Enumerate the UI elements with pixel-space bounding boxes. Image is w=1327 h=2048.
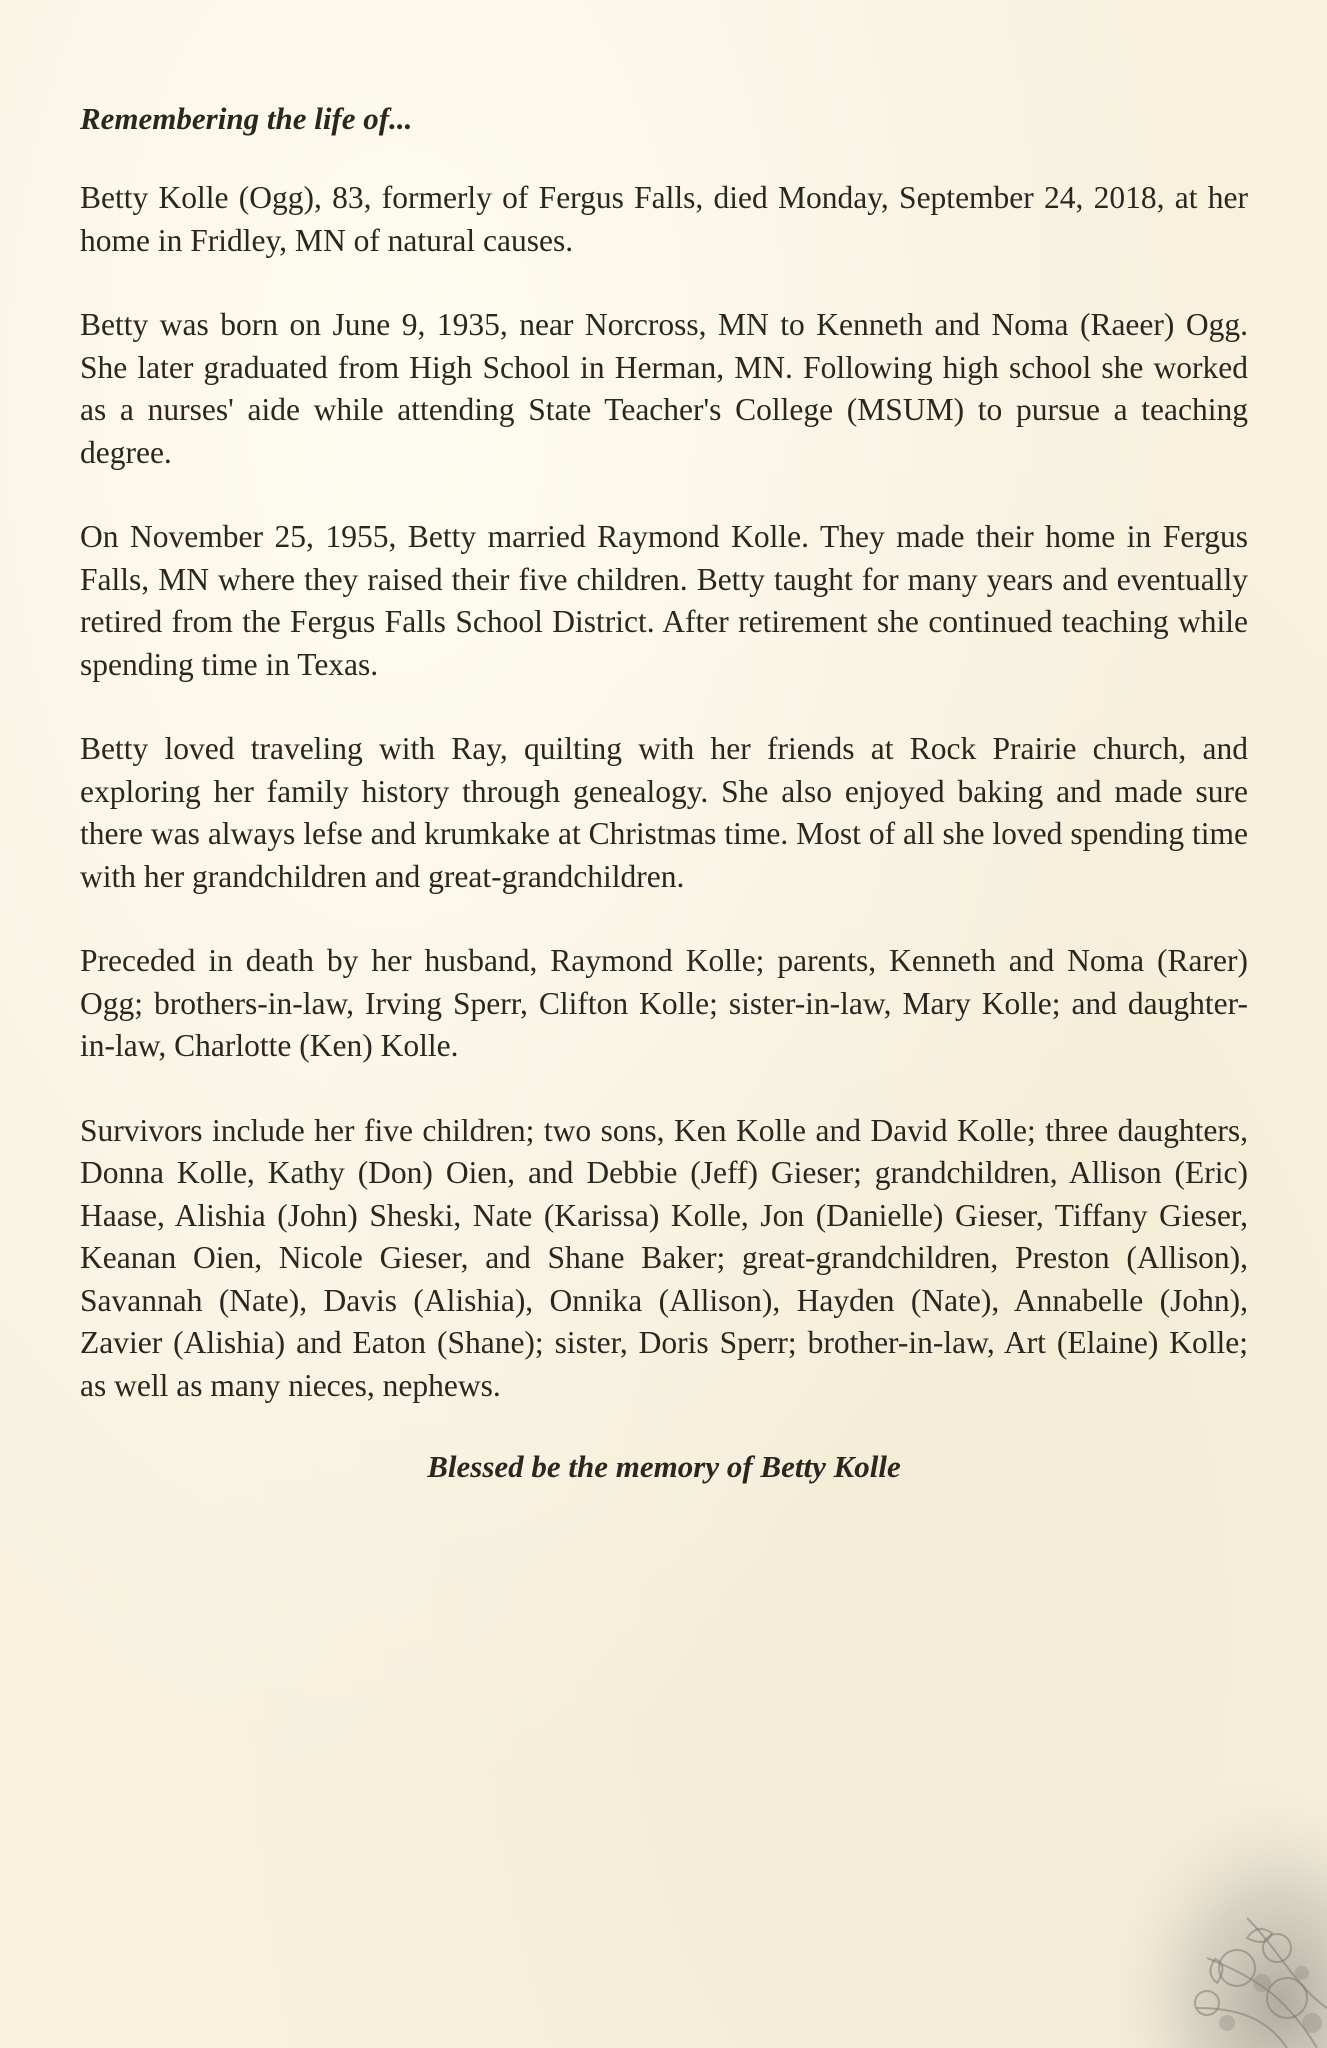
paragraph-survivors: Survivors include her five children; two sons, Ken Kolle and David Kolle; three daughters, Donna Kolle, Kathy (Don) Oien, and Debbie (Jeff) Gieser; grandchildren, Allison (Eric) Haase, Alishia (John) Sheski, Nate (Karissa) Kolle, Jon (Danielle) Gieser, Tiffany Gieser, Keanan Oien, Nicole Gieser, and Shane Baker; great-grandchildren, Preston (Allison), Savannah (Nate), Davis (Alishia), Onnika (Allison), Hayden (Nate), Annabelle (John), Zavier (Alishia) and Eaton (Shane); sister, Doris Sperr; brother-in-law, Art (Elaine) Kolle; as well as many nieces, nephews. xyxy=(80,1112,1248,1403)
paragraph-death-notice: Betty Kolle (Ogg), 83, formerly of Fergus Falls, died Monday, September 24, 2018, at her home in Fridley, MN of natural causes. xyxy=(80,180,1248,258)
paragraph-marriage: On November 25, 1955, Betty married Raymond Kolle. They made their home in Fergus Falls, MN where they raised their five children. Betty taught for many years and eventually retired from the Fergus Falls School District. After retirement she continued teaching while spending time in Texas. xyxy=(80,519,1248,682)
page-heading: Remembering the life of... xyxy=(80,101,413,136)
paragraph-birth: Betty was born on June 9, 1935, near Norcross, MN to Kenneth and Noma (Raeer) Ogg. She later graduated from High School in Herman, MN. Following high school she worked as a nurses' aide while attending State Teacher's College (MSUM) to pursue a teaching degree. xyxy=(80,307,1248,470)
floral-corner-illustration xyxy=(1087,1748,1327,2048)
closing-line: Blessed be the memory of Betty Kolle xyxy=(427,1449,901,1485)
paragraph-interests: Betty loved traveling with Ray, quilting with her friends at Rock Prairie church, and exploring her family history through genealogy. She also enjoyed baking and made sure there was always lefse and krumkake at Christmas time. Most of all she loved spending time with her grandchildren and great-grandchildren. xyxy=(80,731,1248,894)
obituary-content xyxy=(80,100,1248,1485)
paragraph-preceded: Preceded in death by her husband, Raymond Kolle; parents, Kenneth and Noma (Rarer) Ogg; brothers-in-law, Irving Sperr, Clifton Kolle; sister-in-law, Mary Kolle; and daughter-in-law, Charlotte (Ken) Kolle. xyxy=(80,943,1248,1064)
